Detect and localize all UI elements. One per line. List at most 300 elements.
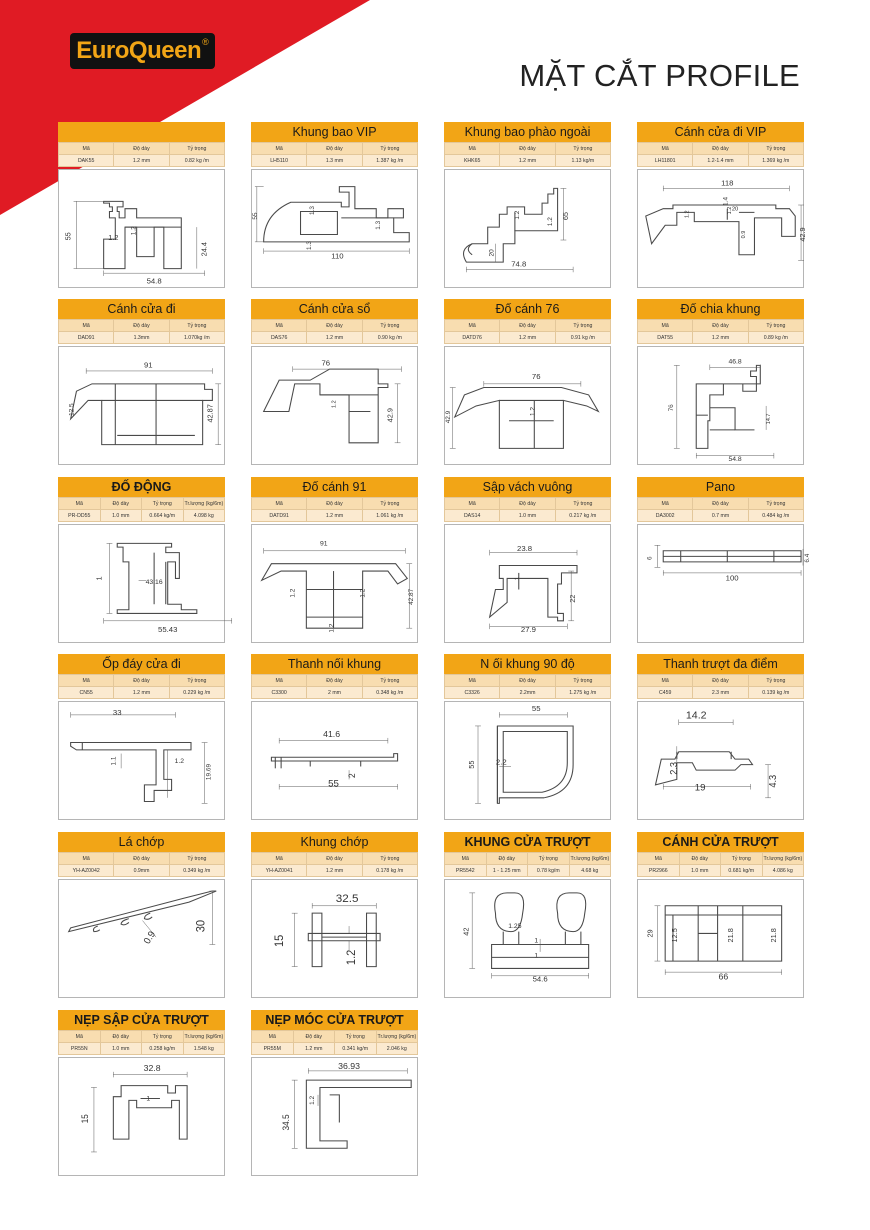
spec-value-cell: LH5110 xyxy=(252,155,307,167)
spec-header-cell: Độ dày xyxy=(307,853,362,865)
profile-drawing xyxy=(58,1057,225,1176)
spec-value-cell: PR55M xyxy=(252,1043,294,1055)
spec-value-cell: 0.664 kg/m xyxy=(142,510,184,522)
spec-header-row xyxy=(59,143,225,155)
dimension-label: 1.2 xyxy=(331,400,338,408)
spec-header-cell: Độ dày xyxy=(500,675,555,687)
spec-value-cell: 0.681 kg/m xyxy=(721,865,763,877)
profile-card xyxy=(58,299,225,465)
spec-value-cell: 1.548 kg xyxy=(183,1043,225,1055)
spec-value-cell: 1.2 mm xyxy=(500,332,555,344)
spec-header-row xyxy=(252,143,418,155)
spec-header-cell: Tỷ trọng xyxy=(555,320,610,332)
profile-card xyxy=(444,299,611,465)
spec-table xyxy=(637,852,804,877)
spec-header-cell: Mã xyxy=(638,853,680,865)
spec-value-row xyxy=(638,332,804,344)
spec-value-row xyxy=(445,155,611,167)
spec-value-cell: 1.061 kg /m xyxy=(362,510,417,522)
dimension-label: 24.4 xyxy=(199,242,209,257)
profile-outline xyxy=(262,564,408,628)
spec-value-row xyxy=(445,510,611,522)
spec-header-cell: Độ dày xyxy=(114,320,169,332)
profile-title: Lá chớp xyxy=(58,832,225,852)
spec-header-cell: Tỷ trọng xyxy=(748,143,803,155)
spec-header-row xyxy=(252,498,418,510)
spec-value-row xyxy=(252,510,418,522)
profile-drawing xyxy=(637,524,811,643)
profile-outline xyxy=(264,369,388,443)
spec-header-cell: Tỷ trọng xyxy=(169,853,224,865)
spec-value-cell: 1.0 mm xyxy=(100,1043,142,1055)
spec-value-cell: 4.086 kg xyxy=(762,865,804,877)
spec-header-cell: Độ dày xyxy=(114,143,169,155)
spec-table xyxy=(251,852,418,877)
spec-header-cell: Tỷ trọng xyxy=(748,675,803,687)
profile-title: Cánh cửa đi xyxy=(58,299,225,319)
spec-header-cell: Mã xyxy=(638,143,693,155)
spec-value-cell: 1.387 kg /m xyxy=(362,155,417,167)
spec-table xyxy=(637,497,804,522)
profile-card xyxy=(637,654,804,820)
profile-drawing xyxy=(444,879,611,998)
profile-drawing xyxy=(58,169,225,288)
dimension-label: 0.9 xyxy=(740,230,747,239)
profile-title: Pano xyxy=(637,477,804,497)
spec-header-cell: Tỷ trọng xyxy=(721,853,763,865)
profile-drawing xyxy=(58,701,225,820)
spec-header-cell: Độ dày xyxy=(693,320,748,332)
dimension-label: 91 xyxy=(143,360,153,370)
spec-header-cell: Độ dày xyxy=(114,675,169,687)
spec-header-cell: Mã xyxy=(638,675,693,687)
spec-header-cell: Tỷ trọng xyxy=(142,1031,184,1043)
spec-header-cell: Mã xyxy=(638,498,693,510)
spec-value-row xyxy=(252,687,418,699)
spec-header-cell: Tỷ trọng xyxy=(555,143,610,155)
spec-value-cell: 1.0 mm xyxy=(500,510,555,522)
profile-card xyxy=(444,477,611,643)
spec-header-cell: Tỷ trọng xyxy=(748,498,803,510)
cross-section-svg xyxy=(59,347,224,464)
spec-value-cell: 1.369 kg /m xyxy=(748,155,803,167)
profile-outline xyxy=(71,743,191,802)
profile-outline xyxy=(464,188,558,262)
dimension-label: 1.3 xyxy=(308,206,317,216)
dimension-label: 55 xyxy=(63,232,73,241)
dimension-label: 2 xyxy=(346,773,357,779)
spec-header-row xyxy=(252,1031,418,1043)
dimension-label: 55.43 xyxy=(158,625,178,634)
profile-outline xyxy=(503,731,567,792)
dimension-label: 55 xyxy=(328,778,339,790)
spec-value-row xyxy=(59,865,225,877)
profile-drawing xyxy=(251,346,418,465)
spec-value-cell: 0.229 kg /m xyxy=(169,687,224,699)
spec-value-cell: YH-AZ0041 xyxy=(252,865,307,877)
cross-section-svg xyxy=(252,347,417,464)
profile-outline xyxy=(301,211,338,234)
profile-drawing xyxy=(58,524,225,643)
spec-header-cell: Mã xyxy=(59,1031,101,1043)
dimension-label: 1.2 xyxy=(529,407,537,416)
profile-outline xyxy=(330,1095,340,1123)
spec-header-cell: Độ dày xyxy=(679,853,721,865)
spec-header-row xyxy=(59,1031,225,1043)
dimension-label: 1.3 xyxy=(306,241,314,251)
spec-value-cell: 1.2 mm xyxy=(114,155,169,167)
spec-value-cell: 0.89 kg /m xyxy=(748,332,803,344)
spec-value-cell: PR-DD55 xyxy=(59,510,101,522)
spec-header-row xyxy=(59,320,225,332)
spec-header-cell: Mã xyxy=(445,675,500,687)
spec-header-cell: Tr.lượng (kg/6m) xyxy=(762,853,804,865)
spec-value-cell: 0.484 kg /m xyxy=(748,510,803,522)
spec-value-cell: 0.139 kg /m xyxy=(748,687,803,699)
spec-value-cell: 0.258 kg/m xyxy=(142,1043,184,1055)
dimension-label: 30 xyxy=(195,919,208,933)
profile-drawing xyxy=(444,169,611,288)
spec-header-cell: Mã xyxy=(252,320,307,332)
spec-value-cell: 1.2 mm xyxy=(500,155,555,167)
dimension-label: 118 xyxy=(721,178,734,188)
dimension-label: 42.9 xyxy=(797,227,807,242)
dimension-label: 1.2 xyxy=(289,588,297,598)
profile-drawing xyxy=(251,524,418,643)
dimension-label: 42.87 xyxy=(407,588,416,605)
dimension-label: 6 xyxy=(646,556,654,560)
spec-value-row xyxy=(59,155,225,167)
profile-card xyxy=(251,654,418,820)
spec-header-cell: Mã xyxy=(252,498,307,510)
spec-header-cell: Độ dày xyxy=(100,1031,142,1043)
spec-value-cell: 1.2 mm xyxy=(114,687,169,699)
spec-value-cell: PR2966 xyxy=(638,865,680,877)
spec-value-row xyxy=(252,155,418,167)
spec-header-cell: Tỷ trọng xyxy=(362,675,417,687)
profile-outline xyxy=(113,1086,187,1139)
dimension-label: 100 xyxy=(725,573,739,583)
spec-value-cell: 2.046 kg xyxy=(376,1043,418,1055)
spec-header-cell: Tỷ trọng xyxy=(169,675,224,687)
dimension-label: 54.8 xyxy=(146,276,162,286)
dimension-label: 55 xyxy=(251,212,259,220)
cross-section-svg xyxy=(638,880,803,997)
cross-section-svg xyxy=(59,1058,224,1175)
brand-name: EuroQueen xyxy=(76,37,202,64)
dimension-label: 2.2 xyxy=(495,757,507,767)
spec-value-row xyxy=(59,332,225,344)
profile-card xyxy=(58,654,225,820)
spec-header-row xyxy=(59,853,225,865)
spec-value-cell: 0.78 kg/m xyxy=(528,865,570,877)
cross-section-svg xyxy=(59,880,224,997)
dimension-label: 1 xyxy=(146,1095,151,1103)
spec-header-cell: Mã xyxy=(252,853,307,865)
spec-value-cell: 4.098 kg xyxy=(183,510,225,522)
spec-value-row xyxy=(252,1043,418,1055)
spec-value-cell: 2.2mm xyxy=(500,687,555,699)
spec-header-cell: Mã xyxy=(59,143,114,155)
spec-value-cell: 0.82 kg /m xyxy=(169,155,224,167)
spec-header-row xyxy=(638,498,804,510)
spec-header-cell: Mã xyxy=(638,320,693,332)
spec-value-cell: 1.3mm xyxy=(114,332,169,344)
dimension-label: 36.93 xyxy=(338,1061,360,1072)
profile-card xyxy=(251,832,418,998)
dimension-label: 76 xyxy=(321,358,331,368)
profile-title: KHUNG CỬA TRƯỢT xyxy=(444,832,611,852)
profile-card xyxy=(58,1010,225,1176)
spec-value-cell: 1.2-1.4 mm xyxy=(693,155,748,167)
spec-value-cell: YH-AZ0042 xyxy=(59,865,114,877)
dimension-label: 54.8 xyxy=(728,456,742,464)
cross-section-svg xyxy=(445,347,610,464)
dimension-label: 19.69 xyxy=(205,763,213,781)
dimension-label: 1.2 xyxy=(359,588,367,598)
spec-value-cell: 1.2 mm xyxy=(307,865,362,877)
profile-title: N ối khung 90 độ xyxy=(444,654,611,674)
profile-outline xyxy=(306,1080,411,1148)
dimension-label: 42.9 xyxy=(385,408,395,423)
profile-outline xyxy=(665,906,781,961)
spec-value-cell: DAK55 xyxy=(59,155,114,167)
cross-section-svg xyxy=(638,702,803,819)
profile-drawing xyxy=(251,1057,418,1176)
profile-card xyxy=(58,122,225,288)
profile-card xyxy=(58,832,225,998)
spec-table xyxy=(58,319,225,344)
spec-table xyxy=(251,674,418,699)
profile-card xyxy=(637,299,804,465)
cross-section-svg xyxy=(252,525,417,642)
spec-header-row xyxy=(59,675,225,687)
spec-value-cell: C459 xyxy=(638,687,693,699)
spec-value-row xyxy=(252,332,418,344)
spec-table xyxy=(444,674,611,699)
spec-header-cell: Độ dày xyxy=(307,498,362,510)
spec-header-cell: Tỷ trọng xyxy=(142,498,184,510)
dimension-label: 21.8 xyxy=(725,928,736,943)
profile-drawing xyxy=(251,701,418,820)
profile-title: ĐỐ ĐỘNG xyxy=(58,477,225,497)
dimension-label: 14.2 xyxy=(685,710,707,722)
spec-value-cell: PR5542 xyxy=(445,865,487,877)
spec-table xyxy=(58,497,225,522)
spec-value-cell: 1 - 1.25 mm xyxy=(486,865,528,877)
dimension-label: 1.2 xyxy=(328,623,336,633)
spec-header-row xyxy=(638,320,804,332)
dimension-label: 1.25 xyxy=(508,923,522,930)
spec-header-cell: Tỷ trọng xyxy=(528,853,570,865)
spec-value-row xyxy=(252,865,418,877)
spec-value-cell: DAT55 xyxy=(638,332,693,344)
spec-table xyxy=(58,1030,225,1055)
spec-value-cell: 1.2 mm xyxy=(293,1043,335,1055)
spec-header-cell: Độ dày xyxy=(307,320,362,332)
spec-value-cell: C3300 xyxy=(252,687,307,699)
dimension-label: 1.4 xyxy=(722,196,730,206)
dimension-label: 65 xyxy=(561,211,571,221)
spec-value-cell: DAD91 xyxy=(59,332,114,344)
dimension-label: 55 xyxy=(531,704,541,714)
dimension-label: 12.5 xyxy=(68,403,76,416)
profile-title: Sập vách vuông xyxy=(444,477,611,497)
spec-value-cell: 1.275 kg /m xyxy=(555,687,610,699)
spec-value-cell: DA3002 xyxy=(638,510,693,522)
spec-header-row xyxy=(252,320,418,332)
dimension-label: 76 xyxy=(667,404,675,412)
spec-header-cell: Tr.lượng (kg/6m) xyxy=(183,1031,225,1043)
spec-header-cell: Mã xyxy=(445,143,500,155)
profile-drawing xyxy=(444,524,611,643)
profile-card xyxy=(637,477,811,643)
spec-value-cell: 0.91 kg /m xyxy=(555,332,610,344)
spec-header-row xyxy=(638,675,804,687)
spec-table xyxy=(251,319,418,344)
spec-value-cell: KHK65 xyxy=(445,155,500,167)
profile-outline xyxy=(646,205,795,255)
dimension-label: 1.2 xyxy=(727,206,734,215)
spec-header-cell: Độ dày xyxy=(500,143,555,155)
dimension-label: 1.2 xyxy=(684,210,691,219)
spec-value-cell: 0.90 kg /m xyxy=(362,332,417,344)
spec-header-row xyxy=(445,320,611,332)
profile-drawing xyxy=(251,169,418,288)
dimension-label: 74.8 xyxy=(511,259,527,269)
profile-drawing xyxy=(58,346,225,465)
profile-title: Khung chớp xyxy=(251,832,418,852)
dimension-label: 12.5 xyxy=(669,928,679,943)
spec-table xyxy=(444,497,611,522)
dimension-label: 29 xyxy=(645,929,655,938)
spec-header-cell: Độ dày xyxy=(307,675,362,687)
cross-section-svg xyxy=(445,702,610,819)
cross-section-svg xyxy=(252,1058,417,1175)
spec-value-cell: PR55N xyxy=(59,1043,101,1055)
spec-header-row xyxy=(252,675,418,687)
profile-drawing xyxy=(637,169,807,288)
profile-outline xyxy=(557,893,586,932)
spec-value-row xyxy=(59,510,225,522)
profile-title: Thanh nối khung xyxy=(251,654,418,674)
dimension-label: 1.2 xyxy=(308,1095,317,1105)
profile-title: Khung bao VIP xyxy=(251,122,418,142)
dimension-label: 110 xyxy=(331,251,344,261)
dimension-label: 2.3 xyxy=(668,761,680,775)
cross-section-svg xyxy=(445,525,610,642)
profile-drawing xyxy=(637,346,804,465)
dimension-label: 1.2 xyxy=(174,757,185,765)
spec-header-cell: Tr.lượng (kg/6m) xyxy=(376,1031,418,1043)
dimension-label: 6.4 xyxy=(803,553,811,563)
spec-value-cell: 1.3 mm xyxy=(307,155,362,167)
spec-value-cell: CN55 xyxy=(59,687,114,699)
spec-value-cell: 1.070kg /m xyxy=(169,332,224,344)
spec-table xyxy=(637,142,804,167)
spec-table xyxy=(58,142,225,167)
spec-value-row xyxy=(59,1043,225,1055)
spec-header-cell: Tỷ trọng xyxy=(169,320,224,332)
cross-section-svg xyxy=(252,170,417,287)
cross-section-svg xyxy=(445,170,610,287)
spec-value-cell: DAS76 xyxy=(252,332,307,344)
spec-header-row xyxy=(445,498,611,510)
profile-drawing xyxy=(444,701,611,820)
dimension-label: 14.7 xyxy=(765,413,773,425)
profile-outline xyxy=(69,891,217,932)
dimension-label: 1.1 xyxy=(110,756,118,766)
profile-outline xyxy=(490,566,577,621)
profile-outline xyxy=(121,919,129,925)
registered-mark: ® xyxy=(202,37,209,47)
spec-table xyxy=(637,319,804,344)
profile-card xyxy=(251,122,418,288)
spec-value-cell: 0.341 kg/m xyxy=(335,1043,377,1055)
spec-table xyxy=(444,319,611,344)
profile-drawing xyxy=(58,879,225,998)
spec-header-cell: Độ dày xyxy=(307,143,362,155)
profile-card xyxy=(444,122,611,288)
spec-table xyxy=(444,142,611,167)
profile-outline xyxy=(367,913,377,966)
profile-outline xyxy=(497,726,573,803)
dimension-label: 1 xyxy=(94,576,104,581)
profile-drawing xyxy=(637,879,804,998)
spec-value-cell: DAS14 xyxy=(445,510,500,522)
dimension-label: 32.5 xyxy=(335,893,359,906)
cross-section-svg xyxy=(59,170,224,287)
spec-header-cell: Mã xyxy=(445,853,487,865)
dimension-label: 1.2 xyxy=(108,234,119,242)
spec-value-row xyxy=(638,510,804,522)
dimension-label: 4.3 xyxy=(767,774,779,788)
profile-title: Đố cánh 91 xyxy=(251,477,418,497)
spec-value-row xyxy=(445,332,611,344)
spec-value-row xyxy=(638,687,804,699)
spec-header-cell: Mã xyxy=(445,320,500,332)
cross-section-svg xyxy=(445,880,610,997)
dimension-label: 21.8 xyxy=(768,928,778,943)
dimension-label: 15 xyxy=(79,1114,91,1124)
spec-header-row xyxy=(638,853,804,865)
spec-header-row xyxy=(445,143,611,155)
spec-value-cell: LH11801 xyxy=(638,155,693,167)
profile-title: Cánh cửa sổ xyxy=(251,299,418,319)
spec-header-cell: Tr.lượng (kg/6m) xyxy=(569,853,611,865)
cross-section-svg xyxy=(638,347,803,464)
dimension-label: 20 xyxy=(488,249,496,257)
dimension-label: 23.8 xyxy=(517,543,533,553)
dimension-label: 1.2 xyxy=(546,217,554,227)
cross-section-svg xyxy=(59,525,224,642)
cross-section-svg xyxy=(638,170,807,287)
spec-table xyxy=(444,852,611,877)
dimension-label: 55 xyxy=(466,760,477,769)
profile-outline xyxy=(455,388,599,449)
spec-header-cell: Mã xyxy=(252,675,307,687)
spec-header-cell: Tỷ trọng xyxy=(362,320,417,332)
profile-outline xyxy=(271,754,397,761)
spec-value-row xyxy=(638,155,804,167)
dimension-label: 76 xyxy=(531,372,541,382)
dimension-label: 19 xyxy=(694,782,706,794)
dimension-label: 32.8 xyxy=(143,1063,161,1073)
spec-header-cell: Độ dày xyxy=(693,143,748,155)
dimension-label: 1 xyxy=(534,952,539,960)
profile-title: NẸP MÓC CỬA TRƯỢT xyxy=(251,1010,418,1030)
spec-value-row xyxy=(445,865,611,877)
